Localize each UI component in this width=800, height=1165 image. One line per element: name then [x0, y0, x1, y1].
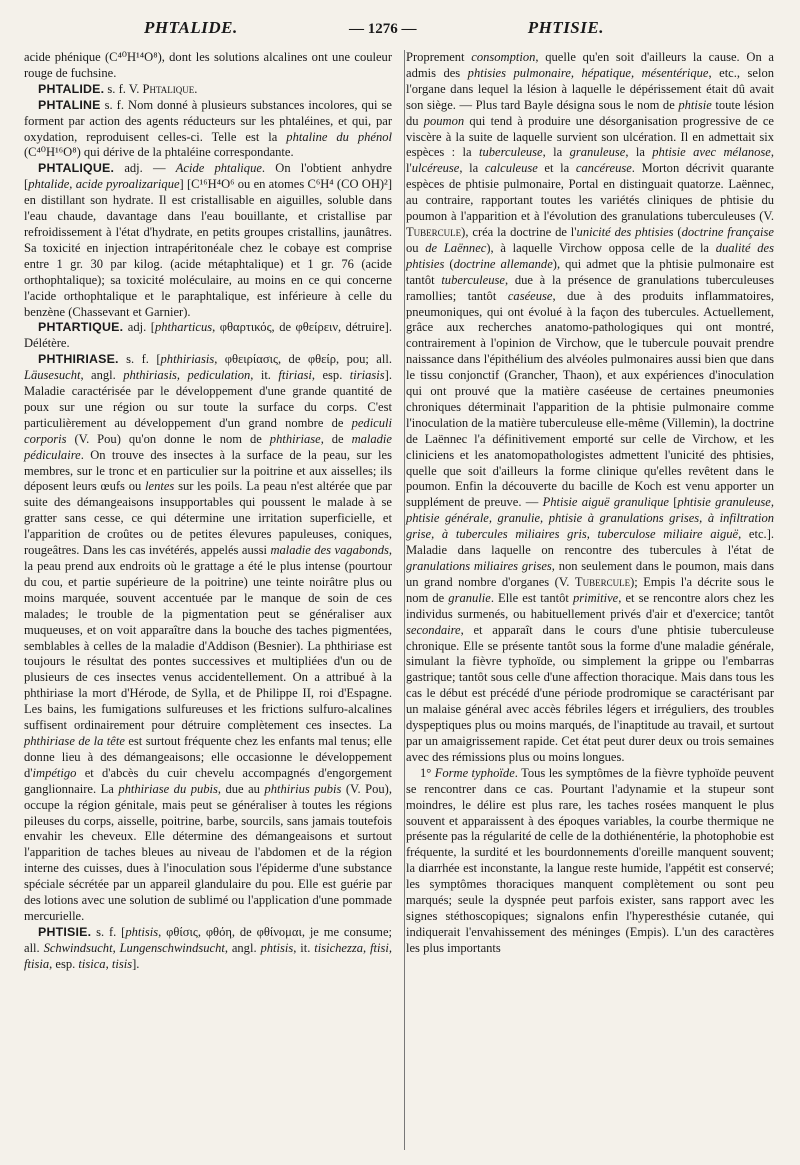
italic-term: phtisie avec mélanose — [652, 145, 771, 160]
entry-text: et la — [537, 161, 576, 176]
italic-term: dualité des phtisies — [406, 240, 775, 271]
entry-text: . On trouve des insectes à la surface de la peau, sur les membres, sur le tronc et en particulier sur la poitrine et aux aisselles; ils déposent leurs œufs ou — [24, 447, 392, 494]
italic-term: Phtisie aiguë granulique — [542, 495, 669, 510]
entry-text: s. f. [ — [118, 352, 161, 367]
entry-text: ]. — [132, 956, 140, 971]
entry-text: (V. Pou), occupe la région génitale, mais peut se généraliser à toutes les régions pileuses du corps, aisselle, poitrine, barbe, sourcils, sans jamais toutefois envahir les cheveux. Elle détermine des démangeaisons et surtout l'apparition de taches bleues au niveau de l'abdomen et de la région interne des cuisses, dues à l'inoculation sous l'épiderme d'une substance spéciale sécrétée par un appareil glandulaire du pou. Elle est guérie par des lotions avec une solution de sublimé ou l'application d'une pommade mercurielle. — [24, 781, 392, 923]
entry-text: , la peau prend aux endroits où le grattage a été le plus intense (pourtour du cou, et partie supérieure de la poitrine) une teinte noirâtre plus ou moins marquée, souvent accentuée par le manque de soin de ces malades; le trouble de la pigmentation peut se généraliser aux muqueuses, et on voit apparaître dans la bouche des taches pigmentées, semblables à celles de la maladie d'Addison (Besnier). La phthiriase est toujours le résultat des pontes successives et multipliées d'un ou de plusieurs de ces insectes venus accidentellement. On a attribué à la phthiriase la mort d'Hérode, de Sylla, et de Philippe II, roi d'Espagne. Les bains, les fumigations sulfureuses et les frictions sulfuro-alcalines suffisent ordinairement pour détruire complètement ces insectes. La — [24, 543, 392, 733]
italic-term: doctrine allemande — [453, 256, 553, 271]
italic-term: maladie pédiculaire — [24, 431, 392, 462]
italic-term: cancéreuse — [575, 161, 632, 176]
italic-term: ftiriasi — [278, 368, 312, 383]
entry-text: ), créa la doctrine de l' — [461, 224, 577, 239]
entry-text: , esp. — [49, 956, 79, 971]
entry-text: et d'abcès du cuir chevelu accompagnés d'engorgement ganglionnaire. La — [24, 765, 392, 796]
entry-text: s. f. V. — [104, 81, 143, 96]
column-divider — [404, 50, 405, 1150]
italic-term: calculeuse — [484, 161, 538, 176]
dictionary-entry — [406, 766, 774, 957]
entry-text: [ — [668, 495, 678, 510]
cross-reference: Tubercule — [406, 224, 462, 239]
italic-term: caséeuse — [507, 288, 553, 303]
entry-text: , et apparaît dans le cours d'une phtisie tuberculeuse chronique. Elle se présente tantôt sous la forme d'une maladie générale, simulant la fièvre typhoïde, ou simplement la grippe ou l'embarras gastrique; tantôt sous celle d'une affection thoracique. Mais dans tous les cas le début est précédé d'une période prodromique se caractérisant par un malaise général avec accès fébriles légers et irréguliers, des troubles dyspeptiques plus ou moins marqués, de l'inaptitude au travail, et surtout par un amaigrissement rapide. Cet état peut durer deux ou trois semaines avec des rémissions plus ou moins longues. — [406, 622, 774, 764]
entry-text: sur les poils. La peau n'est altérée que par suite des démangeaisons insupportables qui poussent le malade à se gratter sans cesse, ce qui détermine une irritation superficielle, et l'apparition de croûtes ou de petites élevures papuleuses, coniques, rougeâtres. Dans les cas invétérés, appelés aussi — [24, 479, 392, 558]
italic-term: lentes — [145, 479, 175, 494]
italic-term: granulie — [448, 590, 491, 605]
entry-text: ( — [673, 224, 682, 239]
entry-text: adj. [ — [123, 320, 155, 335]
italic-term: phthirius pubis — [264, 781, 342, 796]
italic-term: tuberculeuse — [441, 272, 505, 287]
italic-term: phtharticus — [154, 320, 213, 335]
italic-term: phtisies pulmonaire, hépatique, mésentérique — [467, 65, 709, 80]
italic-term: Schwindsucht, Lungenschwindsucht — [43, 940, 225, 955]
two-column-body — [24, 50, 774, 973]
dictionary-entry — [24, 98, 392, 162]
entry-text: ); Empis l'a décrite sous le nom de — [406, 574, 774, 605]
entry-text: Proprement — [406, 50, 472, 64]
italic-term: primitive — [572, 590, 619, 605]
cross-reference: Tubercule — [574, 574, 631, 589]
italic-term: tiriasis — [349, 368, 385, 383]
header-right-guideword: PHTISIE. — [527, 18, 604, 37]
italic-term: consomption — [471, 50, 536, 64]
italic-term: maladie des vagabonds — [270, 543, 389, 558]
entry-text: , et se rencontre alors chez les individus surmenés, ou habituellement privés d'air et d'exercice; tantôt — [406, 590, 774, 621]
italic-term: pediculi corporis — [24, 415, 392, 446]
italic-term: ulcéreuse — [411, 161, 460, 176]
entry-text: . On l'obtient anhydre [ — [24, 161, 393, 192]
entry-text: , quelle qu'en soit d'ailleurs la cause. On a admis des — [406, 50, 774, 80]
page-number: — 1276 — — [348, 21, 417, 37]
entry-text: acide phénique (C⁴⁰H¹⁴O⁸), dont les solutions alcalines ont une couleur rouge de fuchsine. — [24, 50, 392, 80]
entry-headword: PHTALIQUE. — [38, 161, 115, 176]
entry-text: , due au — [217, 781, 265, 796]
entry-text: , it. — [293, 940, 315, 955]
italic-term: phtalide, acide pyroalizarique — [28, 177, 180, 192]
entry-text: , due à la présence de granulations tuberculeuses ramollies; tantôt — [406, 272, 774, 303]
entry-text: , l' — [406, 145, 774, 176]
entry-text: . Tous les symptômes de la fièvre typhoïde peuvent se rencontrer dans ce cas. Pourtant l'adynamie et la stupeur sont moindres, le délire est plus rare, les taches rosées manquent le plus souvent et apparaissent à des époques variables, la courbe thermique ne présente pas la régularité de celle de la dothiénentérie, la photophobie est fréquente, la surdité et les bourdonnements d'oreille manquent souvent; la diarrhée est inconstante, la langue reste humide, l'appétit est conservé; les symptômes thoraciques manquent complètement ou sont peu marqués; seule la dyspnée peut parfois exister, sans rapport avec les signes stéthoscopiques; signalons enfin l'hyperesthésie cutanée, qui indiquerait l'envahissement des méninges (Empis). L'un des caractères les plus importants — [406, 765, 774, 955]
entry-headword: PHTARTIQUE. — [38, 320, 124, 335]
entry-text: 1° — [420, 765, 435, 780]
entry-text: , due à des produits inflammatoires, pneumoniques, qui ont évolué à la façon des tubercules. Actuellement, grâce aux recherches anatomo-pathologiques qui ont montré, contrairement à l'opinion de Virchow, que le tubercule pouvait prendre naissance dans l'épithélium des alvéoles pulmonaires aussi bien que dans le tissu conjonctif (Grancher, Thaon), et aux expériences d'inoculation qui ont prouvé que la matière caséeuse de certaines pneumonies chroniques déterminait l'apparition de la phtisie pulmonaire comme l'inoculation de la matière tuberculeuse elle-même (Villemin), la doctrine de Laënnec l'a définitivement emporté sur celle de Virchow, et les cliniciens et les anatomopathologistes admettent l'unicité des phtisies, quelle que soit d'ailleurs la forme clinique qu'elles revêtent dans le poumon. Enfin la découverte du bacille de Koch est venu apporter un supplément de preuve. — — [406, 288, 774, 510]
entry-text: . Morton décrivit quarante espèces de phtisie pulmonaire, Portal en distinguait quatorze. Laënnec, au contraire, rapportant toutes les variétés cliniques de phtisie du poumon à l'apparition et à l'évolution des granulations tuberculeuses (V. — [406, 161, 775, 224]
entry-text: , etc., selon l'organe dans lequel la lésion à laquelle le dépérissement était dû avait son siège. — Plus tard Bayle désigna sous le nom de — [406, 65, 774, 112]
entry-text: est surtout fréquente chez les enfants mal tenus; elle donne lieu à des démangeaisons; elle occasionne le développement d' — [24, 733, 393, 780]
italic-term: Forme typhoïde — [434, 765, 515, 780]
header-left-guideword: PHTALIDE. — [144, 18, 238, 37]
entry-text: ou — [406, 240, 426, 255]
entry-text: , esp. — [311, 368, 350, 383]
italic-term: phthiriasis — [160, 352, 215, 367]
italic-term: granulations miliaires grises — [406, 559, 552, 573]
entry-text: , angl. — [80, 368, 124, 383]
italic-term: secondaire — [406, 622, 461, 637]
entry-text: , la — [542, 145, 570, 160]
dictionary-entry — [24, 161, 392, 320]
running-header — [24, 18, 774, 44]
entry-text: , la — [625, 145, 653, 160]
entry-text: (C⁴⁰H¹⁶O⁸) qui dérive de la phtaléine correspondante. — [24, 145, 294, 160]
italic-term: tisichezza, ftisi, ftisia — [24, 940, 392, 971]
entry-text: (V. Pou) qu'on donne le nom de — [66, 431, 270, 446]
left-column — [24, 50, 392, 973]
dictionary-entry — [24, 352, 392, 925]
entry-text: , de — [320, 431, 352, 446]
italic-term: phtisis — [125, 924, 159, 939]
entry-text: ] [C¹⁶H⁴O⁶ ou en atomes C⁶H⁴ (CO OH)²] en distillant son hydrate. Il est cristallisable en aiguilles, soluble dans l'eau chaude, davantage dans l'eau bouillante, et cristallise par refroidissement à l'état d'hydrate, en petits groupes cristallins, jaunâtres. Sa toxicité en injection intrapéritonéale chez le cobaye est comprise entre 1 gr. 30 par kilog. (acide métaphtalique) et 1 gr. 76 (acide orthophtalique); sa toxicité moléculaire, au moins en ce qui concerne l'acide orthophtalique et le paraphtalique, est inférieure à celle du benzène (Chassevant et Garnier). — [24, 177, 392, 319]
continued-paragraph — [406, 50, 774, 766]
entry-headword: PHTISIE. — [38, 924, 92, 939]
italic-term: tisica, tisis — [78, 956, 133, 971]
cross-reference: Phtalique. — [142, 81, 198, 96]
entry-text: ( — [444, 256, 454, 271]
italic-term: de Laënnec — [425, 240, 487, 255]
italic-term: phtisie granuleuse, phtisie générale, granulie, phtisie à granulations grises, à infiltration grise, à tubercules miliaires gris, tuberculose miliaire aiguë — [406, 495, 774, 542]
entry-headword: PHTHIRIASE. — [38, 352, 119, 367]
entry-text: s. f. [ — [91, 924, 126, 939]
right-column — [406, 50, 774, 973]
continued-paragraph — [24, 50, 392, 82]
italic-term: tuberculeuse — [478, 145, 543, 160]
italic-term: phthiriase du pubis — [118, 781, 218, 796]
entry-text: , it. — [250, 368, 279, 383]
entry-text: ), à laquelle Virchow opposa celle de la — [486, 240, 716, 255]
italic-term: poumon — [423, 113, 465, 128]
entry-text: . Elle est tantôt — [490, 590, 573, 605]
dictionary-entry — [24, 925, 392, 973]
entry-text: , non seulement dans le poumon, mais dans un grand nombre d'organes (V. — [406, 559, 774, 589]
entry-text: toute lésion du — [406, 97, 774, 128]
italic-term: phtisis — [260, 940, 294, 955]
italic-term: Läusesucht — [24, 368, 81, 383]
italic-term: impétigo — [32, 765, 77, 780]
italic-term: doctrine française — [681, 224, 774, 239]
entry-text: qui tend à produire une désorganisation progressive de ce viscère à la suite de laquelle survient son ulcération. Il en admettait six espèces : la — [406, 113, 774, 160]
entry-text: s. f. Nom donné à plusieurs substances incolores, qui se forment par action des agents réducteurs sur les phtaléines, et qui, par oxydation, reproduisent celles-ci. Telle est la — [24, 97, 392, 144]
dictionary-entry — [24, 320, 392, 352]
entry-headword: PHTALIDE. — [38, 81, 105, 96]
italic-term: phthiriase — [269, 431, 321, 446]
italic-term: unicité des phtisies — [576, 224, 674, 239]
entry-text: adj. — — [114, 161, 176, 176]
dictionary-entry — [24, 82, 392, 98]
entry-text: ), qui admet que la phtisie pulmonaire est tantôt — [406, 256, 774, 287]
italic-term: phtaline du phénol — [286, 129, 392, 144]
italic-term: phthiriase de la tête — [24, 733, 125, 748]
italic-term: granuleuse — [569, 145, 626, 160]
entry-text: , la — [459, 161, 485, 176]
entry-text: , angl. — [224, 940, 261, 955]
entry-text: , φθειρίασις, de φθείρ, pou; all. — [214, 352, 392, 367]
entry-text: ]. Maladie caractérisée par le développement d'une grande quantité de poux sur une région ou sur toute la surface du corps. C'est particulièrement au développement d'un grand nombre de — [24, 368, 392, 430]
entry-text: , φθίσις, φθόη, de φθίνομαι, je me consume; all. — [24, 924, 392, 955]
italic-term: Acide phtalique — [175, 161, 262, 176]
entry-text: , etc.]. Maladie dans laquelle on rencontre des tubercules à l'état de — [406, 527, 775, 558]
entry-text: , φθαρτικός, de φθείρειν, détruire]. Délétère. — [24, 320, 392, 351]
entry-headword: PHTALINE — [38, 97, 101, 112]
italic-term: phtisie — [678, 97, 712, 112]
italic-term: phthiriasis, pediculation — [123, 368, 251, 383]
